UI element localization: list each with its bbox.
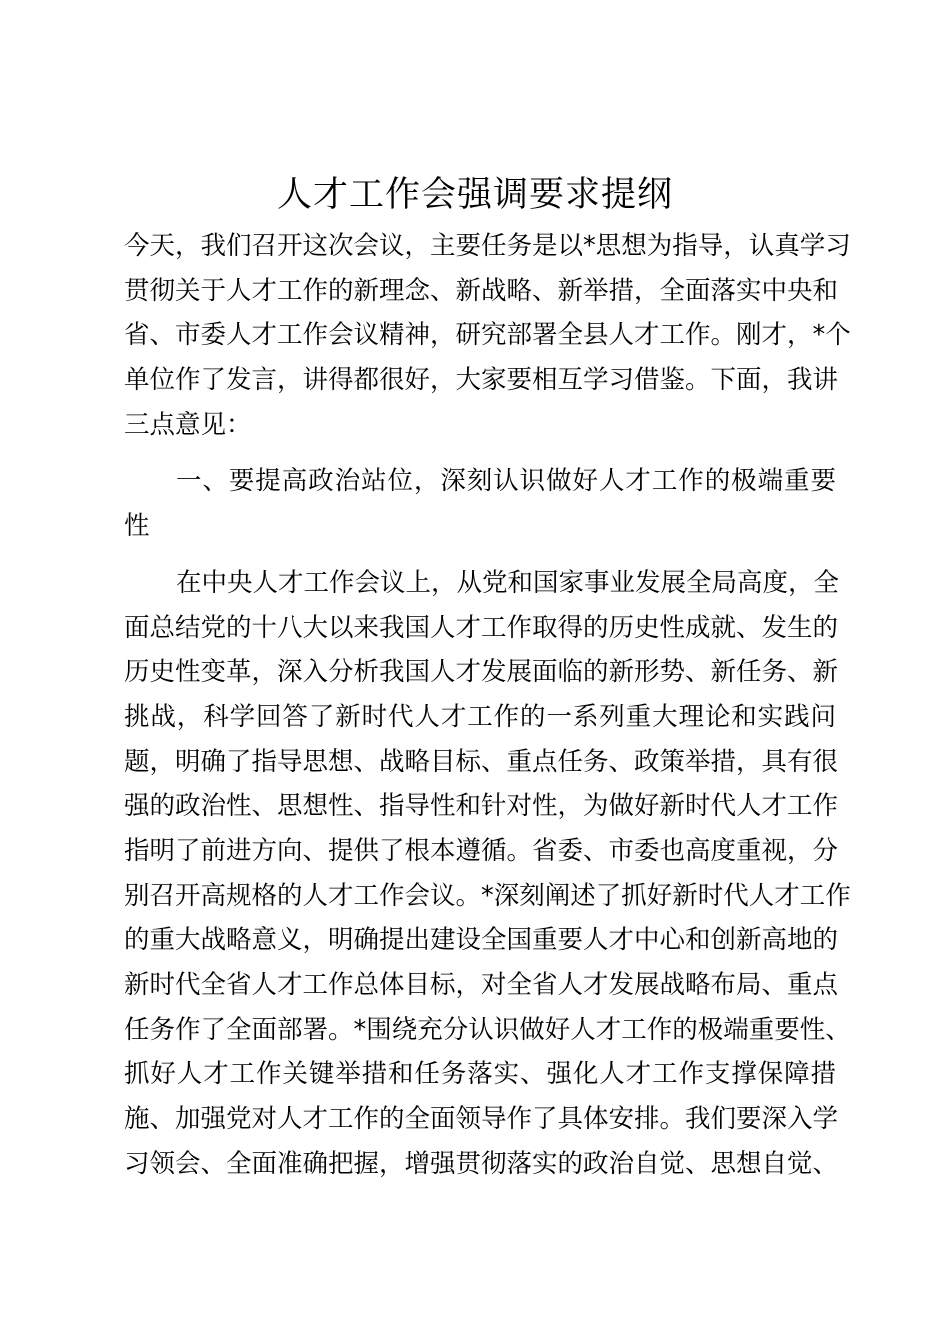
paragraph-intro (124, 224, 851, 447)
text-line: 省、市委人才工作会议精神，研究部署全县人才工作。刚才，*个 (124, 320, 851, 351)
paragraph-section-1-body (124, 561, 851, 1187)
text-line: 面总结党的十八大以来我国人才工作取得的历史性成就、发生的 (124, 612, 839, 643)
paragraph-gap (124, 447, 836, 459)
text-line: 题，明确了指导思想、战略目标、重点任务、政策举措，具有很 (124, 746, 839, 777)
text-line: 三点意见： (124, 409, 252, 440)
section-heading-1 (124, 459, 836, 548)
text-line: 施、加强党对人才工作的全面领导作了具体安排。我们要深入学 (124, 1104, 839, 1135)
text-line: 历史性变革，深入分析我国人才发展面临的新形势、新任务、新 (124, 657, 839, 688)
text-line: 别召开高规格的人才工作会议。*深刻阐述了抓好新时代人才工作 (124, 880, 851, 911)
text-line: 挑战，科学回答了新时代人才工作的一系列重大理论和实践问 (124, 701, 836, 732)
paragraph-gap (124, 549, 836, 561)
text-line: 任务作了全面部署。*围绕充分认识做好人才工作的极端重要性、 (124, 1014, 851, 1045)
document-body (124, 224, 851, 1186)
text-line: 在中央人才工作会议上，从党和国家事业发展全局高度，全 (176, 567, 840, 598)
text-line: 新时代全省人才工作总体目标，对全省人才发展战略布局、重点 (124, 970, 839, 1000)
text-line: 单位作了发言，讲得都很好，大家要相互学习借鉴。下面，我讲 (124, 365, 839, 396)
text-line: 习领会、全面准确把握，增强贯彻落实的政治自觉、思想自觉、 (124, 1148, 839, 1179)
text-line: 今天，我们召开这次会议，主要任务是以*思想为指导，认真学习 (124, 231, 851, 261)
text-line: 强的政治性、思想性、指导性和针对性，为做好新时代人才工作 (124, 791, 839, 822)
text-line: 抓好人才工作关键举措和任务落实、强化人才工作支撑保障措 (124, 1059, 836, 1090)
heading-line: 一、要提高政治站位，深刻认识做好人才工作的极端重要 (176, 466, 836, 497)
text-line: 指明了前进方向、提供了根本遵循。省委、市委也高度重视，分 (124, 835, 839, 866)
heading-line: 性 (124, 511, 150, 542)
text-line: 贯彻关于人才工作的新理念、新战略、新举措，全面落实中央和 (124, 275, 839, 306)
text-line: 的重大战略意义，明确提出建设全国重要人才中心和创新高地的 (124, 925, 839, 956)
document-title: 人才工作会强调要求提纲 (276, 175, 673, 215)
